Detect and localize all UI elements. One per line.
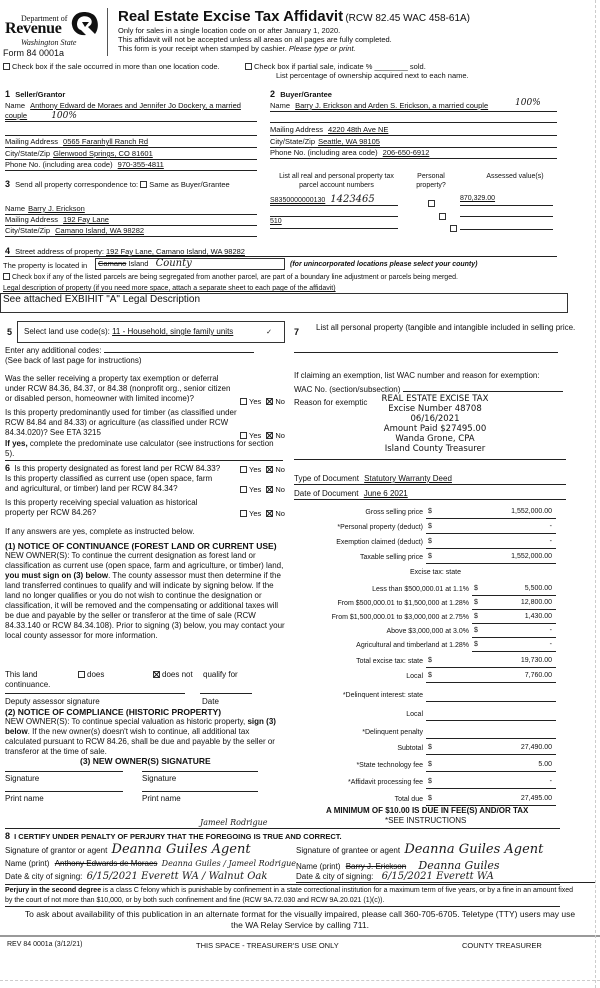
q-timber-agriculture: Is this property predominantly used for timber (as classified under RCW 84.84 and 84.33) or agriculture (as classified under RCW 84.34.020)? See ETA 3215: [5, 408, 237, 437]
delinquent-interest-state-cell[interactable]: [426, 690, 556, 702]
exemption-deduct-cell[interactable]: $ -: [426, 537, 556, 549]
q-historical-yes-no[interactable]: Yes No: [240, 509, 285, 518]
correspondence-name-field[interactable]: Name Barry J. Erickson: [5, 204, 257, 215]
same-as-buyer-checkbox[interactable]: [140, 181, 147, 188]
grantor-signature-handwritten: Deanna Guiles Agent: [111, 842, 251, 857]
local-label: Local: [406, 673, 423, 680]
footer-divider: [0, 935, 600, 937]
signature-label-2: Signature: [142, 774, 177, 783]
deputy-date-line[interactable]: [200, 693, 252, 694]
street-address-field[interactable]: 4 Street address of property: 192 Fay Lane, Camano Island, WA 98282: [5, 246, 557, 257]
parcel-row-1-value[interactable]: 870,329.00: [460, 195, 553, 206]
seller-city-field[interactable]: City/State/Zip Glenwood Springs, CO 81601: [5, 149, 257, 160]
located-note: (for unincorporated locations please select your county): [290, 261, 478, 268]
seller-mailing-field[interactable]: Mailing Address 0565 Faranhyll Ranch Rd: [5, 137, 257, 148]
subtotal-label: Subtotal: [397, 745, 423, 752]
grantee-date-city-field[interactable]: Date & city of signing: 6/15/2021 Everett WA: [296, 871, 596, 883]
parcel-handwritten-number: 1423465: [330, 194, 375, 205]
does-not-checkbox[interactable]: [153, 671, 160, 678]
tier1-cell[interactable]: $ 5,500.00: [472, 584, 556, 596]
section-5-divider: [5, 460, 283, 461]
grantee-signature-handwritten: Deanna Guiles Agent: [404, 842, 544, 857]
partial-note: List percentage of ownership acquired next to each name.: [276, 71, 469, 80]
yes-checkbox[interactable]: [240, 398, 247, 405]
delinquent-penalty-label: *Delinquent penalty: [362, 729, 423, 736]
delinquent-penalty-cell[interactable]: [426, 727, 556, 739]
treasurer-paid-stamp: REAL ESTATE EXCISE TAX Excise Number 48708 06/16/2021 Amount Paid $27495.00 Wanda Grone, CPA Island County Treasurer: [381, 394, 489, 454]
seller-name-field[interactable]: Name Anthony Edward de Moraes and Jennifer Jo Dockery, a married: [5, 101, 241, 110]
personal-property-prompt: List all personal property (tangible and intangible included in selling price.: [316, 323, 576, 332]
deputy-signature-line[interactable]: [5, 693, 185, 694]
alternate-format-note: To ask about availability of this publication in an alternate format for the visually impaired, please call 360-705-6705. Teletype (TTY) users may use the WA Relay Service by calling 711.: [24, 909, 576, 930]
does-checkbox[interactable]: [78, 671, 85, 678]
section-8-top-line: [5, 828, 560, 829]
total-state-cell[interactable]: $ 19,730.00: [426, 656, 556, 668]
delinquent-interest-local-label: Local: [406, 711, 423, 718]
signature-line-2[interactable]: [142, 771, 258, 772]
reason-line[interactable]: [294, 459, 566, 460]
buyer-percent-handwritten: 100%: [515, 98, 541, 108]
right-edge: [595, 0, 596, 988]
personal-property-checkbox-2[interactable]: [439, 213, 446, 220]
seller-name-line2[interactable]: couple 100%: [5, 111, 257, 122]
logo-dept-of: Department of: [21, 14, 68, 23]
print-name-line-2[interactable]: [142, 791, 258, 792]
does-not-option[interactable]: does not: [153, 670, 193, 679]
assessed-col-header: Assessed value(s): [486, 173, 544, 180]
total-due-label: Total due: [394, 796, 423, 803]
grantor-signature-field[interactable]: Signature of grantor or agent Deanna Guiles Agent: [5, 842, 251, 857]
exemption-deduct-label: Exemption claimed (deduct): [336, 539, 423, 546]
additional-codes-field[interactable]: Enter any additional codes:: [5, 346, 280, 355]
this-land-qualify: This land does does not qualify for: [5, 670, 238, 679]
print-name-label-1: Print name: [5, 794, 44, 803]
notice-continuance-body: NEW OWNER(S): To continue the current designation as forest land or classification as current use (open space, farm and agriculture, or timber) land, you must sign on (3) below. The county assessor must then determine if the land transferred continues to qualify and will indicate by signing below. If the land no longer qualifies or you do not wish to continue the designation or classification, it will be removed and the compensating or additional taxes will be due and payable by the seller or transferor at the time of sale (RCW 84.33.140 or RCW 84.34.108). Prior to signing (3) below, you may contact your local county assessor for more information.: [5, 551, 285, 640]
partial-sale-check[interactable]: Check box if partial sale, indicate % ________ sold.: [245, 62, 426, 71]
buyer-name-field[interactable]: Name Barry J. Erickson and Arden S. Erickson, a married couple 100%: [270, 98, 541, 110]
subtitle-3: This form is your receipt when stamped by cashier. Please type or print.: [118, 44, 356, 53]
notice-compliance-title: (2) NOTICE OF COMPLIANCE (HISTORIC PROPERTY): [5, 707, 222, 717]
tier2-cell[interactable]: $ 12,800.00: [472, 598, 556, 610]
parcel-row-3-account[interactable]: 510: [270, 218, 398, 229]
county-select[interactable]: Camano Island County: [95, 258, 285, 270]
does-option[interactable]: does: [78, 670, 104, 679]
subtitle-1: Only for sales in a single location code on or after January 1, 2020.: [118, 26, 341, 35]
checkbox[interactable]: [3, 273, 10, 280]
document-type-field[interactable]: Type of Document Statutory Warranty Deed: [294, 474, 566, 485]
buyer-mailing-field[interactable]: Mailing Address 4220 48th Ave NE: [270, 125, 557, 136]
seller-heading: 1 Seller/Grantor: [5, 89, 66, 99]
correspondence-mailing-field[interactable]: Mailing Address 192 Fay Lane: [5, 215, 257, 226]
multi-location-check[interactable]: Check box if the sale occurred in more than one location code.: [3, 62, 220, 71]
certify-statement: 8 I CERTIFY UNDER PENALTY OF PERJURY THAT THE FOREGOING IS TRUE AND CORRECT.: [5, 831, 342, 841]
seller-blank-line: [5, 135, 257, 136]
seller-percent-handwritten: 100%: [51, 111, 77, 121]
exemption-prompt: If claiming an exemption, list WAC number and reason for exemption:: [294, 371, 540, 380]
buyer-city-field[interactable]: City/State/Zip Seattle, WA 98105: [270, 137, 557, 148]
perjury-underline: [5, 906, 560, 907]
yes-checkbox[interactable]: [240, 510, 247, 517]
parcel-col-header: List all real and personal property tax parcel account numbers: [279, 173, 394, 189]
delinquent-interest-state-label: *Delinquent interest: state: [342, 692, 423, 699]
seller-phone-field[interactable]: Phone No. (including area code) 970-355-4811: [5, 160, 257, 171]
subtitle-2: This affidavit will not be accepted unless all areas on all pages are fully completed.: [118, 35, 392, 44]
taxable-label: Taxable selling price: [359, 554, 423, 561]
q-exemption-deferral: Was the seller receiving a property tax exemption or deferral under RCW 84.36, 84.37, or 84.38 (nonprofit org., senior citizen or disabled person, homeowner with limited income)?: [5, 374, 231, 403]
treasurer-use-only: THIS SPACE - TREASURER'S USE ONLY: [196, 941, 339, 950]
tier4-label: Above $3,000,000 at 3.0%: [386, 628, 469, 635]
county-handwritten: County: [155, 258, 192, 269]
grantee-signature-field[interactable]: Signature of grantee or agent Deanna Guiles Agent: [296, 842, 544, 857]
q-current-use: Is this property classified as current use (open space, farm and agricultural, or timber) land per RCW 84.34?: [5, 474, 213, 493]
parcel-row-2-account[interactable]: [270, 216, 398, 217]
tier4-cell[interactable]: $ -: [472, 626, 556, 638]
ag-cell[interactable]: $ -: [472, 640, 556, 652]
no-checkbox[interactable]: [266, 486, 273, 493]
parcel-row-1-account[interactable]: S8350000000130 1423465: [270, 194, 398, 206]
grantor-name-field[interactable]: Name (print) Anthony Edwards de Moraes Deanna Guiles / Jameel Rodrigue: [5, 859, 296, 868]
form-number: Form 84 0001a: [3, 48, 65, 58]
tier2-label: From $500,000.01 to $1,500,000 at 1.28%: [337, 600, 469, 607]
form-title: [118, 8, 470, 25]
correspondence-city-field[interactable]: City/State/Zip Camano Island, WA 98282: [5, 226, 257, 237]
tier3-label: From $1,500,000.01 to $3,000,000 at 2.75%: [331, 614, 469, 621]
yes-checkbox[interactable]: [240, 486, 247, 493]
parcel-row-2-value[interactable]: [460, 216, 553, 217]
total-state-label: Total excise tax: state: [356, 658, 423, 665]
personal-property-checkbox-1[interactable]: [428, 200, 435, 207]
local-cell[interactable]: $ 7,760.00: [426, 671, 556, 683]
affidavit-fee-cell[interactable]: $ -: [426, 777, 556, 789]
located-in-label: The property is located in: [3, 261, 88, 270]
revision-number: REV 84 0001a (3/12/21): [7, 941, 83, 948]
dor-swirl-logo-icon: [69, 10, 99, 38]
logo-state: Washington State: [21, 38, 77, 47]
additional-codes-note: (See back of last page for instructions): [5, 356, 142, 365]
buyer-phone-field[interactable]: Phone No. (including area code) 206-650-6912: [270, 148, 557, 159]
affidavit-fee-label: *Affidavit processing fee: [348, 779, 423, 786]
no-checkbox[interactable]: [266, 398, 273, 405]
segregated-check[interactable]: Check box if any of the listed parcels are being segregated from another parcel, are part of a boundary line adjustment or parcels being merged.: [3, 273, 458, 281]
no-checkbox[interactable]: [266, 432, 273, 439]
continuance-label: continuance.: [5, 680, 51, 689]
q-forest-land: 6 Is this property designated as forest land per RCW 84.33?: [5, 463, 221, 473]
buyer-heading: 2 Buyer/Grantee: [270, 89, 332, 99]
title-ref: (RCW 82.45 WAC 458-61A): [345, 13, 471, 24]
notice-compliance-body: NEW OWNER(S): To continue special valuation as historic property, sign (3) below. If the new owner(s) doesn't wish to continue, all additional tax calculated pursuant to RCW 84.26, shall be due and payable by the seller or transferor at the time of sale.: [5, 717, 276, 756]
buyer-blank-line: [270, 122, 557, 123]
subtotal-cell[interactable]: $ 27,490.00: [426, 743, 556, 755]
minimum-due-note: A MINIMUM OF $10.00 IS DUE IN FEE(S) AND/OR TAX: [326, 806, 529, 815]
print-name-line-1[interactable]: [5, 791, 123, 792]
checkbox[interactable]: [3, 63, 10, 70]
q-current-use-yes-no[interactable]: Yes No: [240, 485, 285, 494]
dor-logo: [3, 8, 113, 48]
gross-label: Gross selling price: [365, 509, 423, 516]
no-checkbox[interactable]: [266, 466, 273, 473]
total-due-cell[interactable]: $ 27,495.00: [426, 794, 556, 806]
dropdown-chevron-icon[interactable]: ✓: [266, 329, 272, 336]
header-divider: [107, 8, 108, 56]
personal-deduct-label: *Personal property (deduct): [337, 524, 423, 531]
personal-deduct-cell[interactable]: $ -: [426, 522, 556, 534]
yes-checkbox[interactable]: [240, 466, 247, 473]
signature-label-1: Signature: [5, 774, 40, 783]
tech-fee-label: *State technology fee: [356, 762, 423, 769]
wac-number-field[interactable]: WAC No. (section/subsection): [294, 385, 566, 394]
delinquent-interest-local-cell[interactable]: [426, 709, 556, 721]
bottom-edge: [0, 980, 600, 981]
q-exemption-yes-no[interactable]: Yes No: [240, 397, 285, 406]
reason-exemption-label: Reason for exemptic: [294, 398, 368, 407]
perjury-warning: Perjury in the second degree is a class C felony which is punishable by confinement in a state correctional institution for a maximum term of five years, or by a fine in an amount fixed by the court of not more than $10,000, or by both such confinement and fine (RCW 9A.72.030 and RCW 9A.20.021 (1)(c)).: [5, 887, 574, 904]
ag-label: Agricultural and timberland at 1.28%: [356, 642, 469, 649]
no-checkbox[interactable]: [266, 510, 273, 517]
q-timber-yes-no[interactable]: Yes No: [240, 431, 285, 440]
above-signature-handwritten: Jameel Rodrigue: [200, 818, 268, 827]
if-any-yes-note: If any answers are yes, complete as instructed below.: [5, 527, 195, 536]
see-instructions-note: *SEE INSTRUCTIONS: [385, 816, 467, 825]
grantee-name-field[interactable]: Name (print) Barry J. Erickson Deanna Guiles: [296, 859, 500, 872]
title-main: Real Estate Excise Tax Affidavit: [118, 8, 344, 25]
grantor-date-city-field[interactable]: Date & city of signing: 6/15/2021 Everett WA / Walnut Oak: [5, 871, 268, 882]
signature-line-1[interactable]: [5, 771, 123, 772]
new-owner-signature-title: (3) NEW OWNER(S) SIGNATURE: [80, 756, 211, 766]
personal-property-line[interactable]: [294, 352, 558, 353]
document-date-field[interactable]: Date of Document June 6 2021: [294, 489, 566, 500]
excise-state-heading: Excise tax: state: [410, 569, 461, 576]
q-forest-yes-no[interactable]: Yes No: [240, 465, 285, 474]
parcel-row-3-value[interactable]: [460, 229, 553, 230]
tech-fee-cell[interactable]: $ 5.00: [426, 760, 556, 772]
tier1-label: Less than $500,000.01 at 1.1%: [372, 586, 469, 593]
notice-continuance-title: (1) NOTICE OF CONTINUANCE (FOREST LAND OR CURRENT USE): [5, 541, 277, 551]
q-historical: Is this property receiving special valuation as historical property per RCW 84.26?: [5, 498, 198, 517]
personal-property-checkbox-3[interactable]: [450, 225, 457, 232]
tier3-cell[interactable]: $ 1,430.00: [472, 612, 556, 624]
personal-col-header: Personal property?: [416, 173, 446, 189]
county-treasurer-label: COUNTY TREASURER: [462, 941, 542, 950]
print-name-label-2: Print name: [142, 794, 181, 803]
correspondence-heading: 3 Send all property correspondence to: Same as Buyer/Grantee: [5, 179, 230, 189]
legal-description-label: Legal description of property (if you need more space, attach a separate sheet to each page of the affidavit): [3, 285, 336, 292]
checkbox[interactable]: [245, 63, 252, 70]
section-5-number: 5: [7, 327, 13, 337]
logo-revenue: Revenue: [5, 20, 62, 37]
if-yes-note: If yes, complete the predominate use calculator (see instructions for section 5).: [5, 439, 274, 458]
deputy-date-label: Date: [202, 697, 219, 706]
buyer-name-underline: [270, 111, 557, 112]
taxable-cell[interactable]: $ 1,552,000.00: [426, 552, 556, 564]
deputy-signature-label: Deputy assessor signature: [5, 697, 100, 706]
gross-cell[interactable]: $ 1,552,000.00: [426, 507, 556, 519]
yes-checkbox[interactable]: [240, 432, 247, 439]
legal-description-field[interactable]: See attached EXBIHIT "A" Legal Description: [0, 293, 568, 313]
land-use-select[interactable]: Select land use code(s): 11 - Household, single family units ✓: [17, 321, 285, 343]
section-8-bottom-line: [5, 884, 560, 885]
section-7-number: 7: [294, 327, 300, 337]
